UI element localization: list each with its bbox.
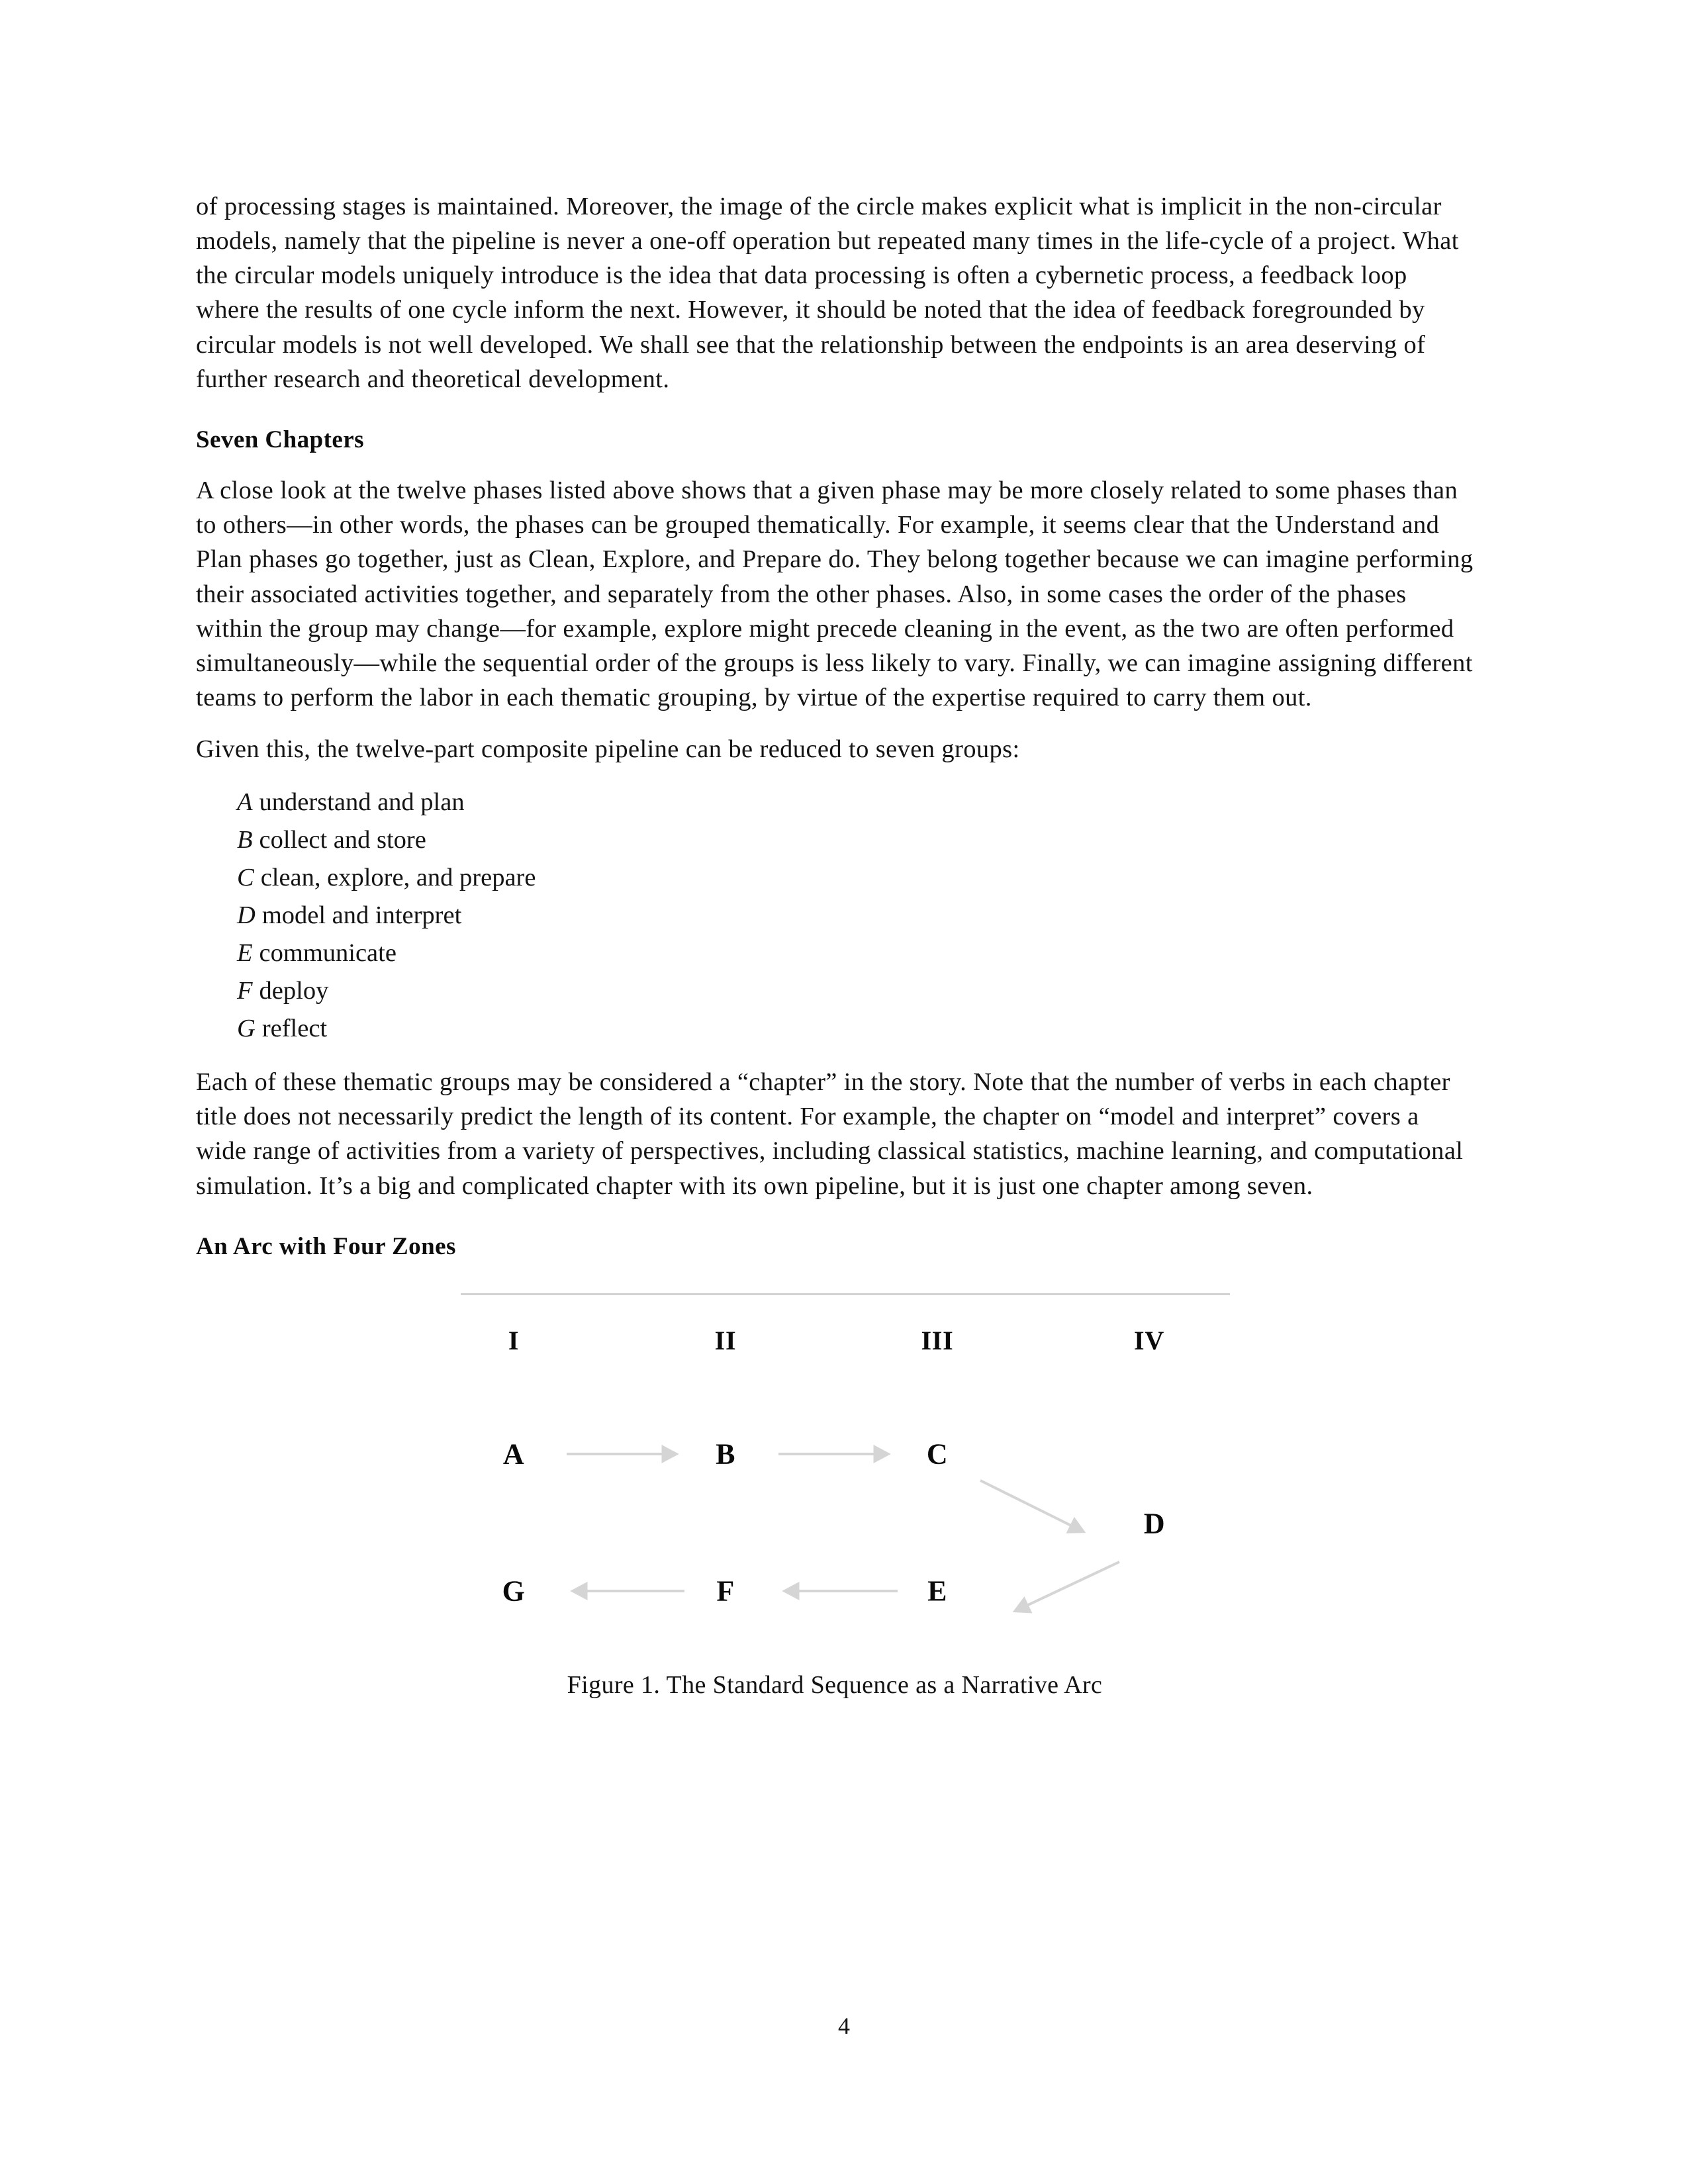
- node-label-c: C: [926, 1437, 949, 1471]
- list-item-letter: B: [237, 826, 253, 854]
- list-item-letter: E: [237, 939, 253, 968]
- list-item-letter: A: [237, 788, 253, 817]
- list-item-letter: G: [237, 1015, 256, 1043]
- paragraph-each-of-these: Each of these thematic groups may be considered a “chapter” in the story. Note that the number of verbs in each chapter title does not necessarily predict the length of its content. For example, the chapter on “model and interpret” covers a wide range of activities from a variety of perspectives, including classical statistics, machine learning, and computational simulation. It’s a big and complicated chapter with its own pipeline, but it is just one chapter among seven.: [196, 1068, 1464, 1200]
- node-label-e: E: [927, 1574, 947, 1608]
- narrative-arc-diagram: [196, 1285, 1474, 1696]
- list-item: [237, 897, 1474, 934]
- arrow-d-to-e: [1015, 1562, 1119, 1611]
- node-label-a: A: [502, 1437, 525, 1471]
- list-item-label: model and interpret: [261, 901, 462, 930]
- node-label-d: D: [1143, 1507, 1166, 1540]
- list-item-label: deploy: [259, 977, 329, 1005]
- list-item-letter: D: [237, 901, 256, 930]
- node-label-b: B: [716, 1437, 735, 1471]
- list-item: [237, 859, 1474, 897]
- list-item: [237, 821, 1474, 859]
- node-label-f: F: [716, 1574, 735, 1608]
- page-content: [196, 189, 1474, 1749]
- zone-label-i: I: [508, 1325, 520, 1355]
- zone-label-iv: IV: [1133, 1325, 1165, 1355]
- heading-an-arc-with-four-zones: An Arc with Four Zones: [196, 1232, 456, 1260]
- list-item: [237, 784, 1474, 821]
- paragraph-given-this: Given this, the twelve-part composite pipeline can be reduced to seven groups:: [196, 735, 1020, 764]
- list-item: [237, 1010, 1474, 1048]
- page-number: 4: [838, 2013, 850, 2039]
- diagram-arrows: [196, 1285, 1474, 1696]
- list-item-label: collect and store: [259, 826, 426, 854]
- list-item: [237, 934, 1474, 972]
- figure-caption: Figure 1. The Standard Sequence as a Narrative Arc: [567, 1670, 1103, 1699]
- node-label-g: G: [502, 1574, 526, 1608]
- list-item-label: understand and plan: [259, 788, 465, 817]
- chapter-group-list: [196, 784, 1474, 1048]
- list-item-label: reflect: [261, 1015, 328, 1043]
- zone-label-iii: III: [921, 1325, 954, 1355]
- zone-label-ii: II: [714, 1325, 737, 1355]
- list-item-label: clean, explore, and prepare: [260, 864, 536, 892]
- paragraph-seven-chapters-body: A close look at the twelve phases listed above shows that a given phase may be more closely related to some phases than to others—in other words, the phases can be grouped thematically. For example, it seems clear that the Understand and Plan phases go together, just as Clean, Explore, and Prepare do. They belong together because we can imagine performing their associated activities together, and separately from the other phases. Also, in some cases the order of the phases within the group may change—for example, explore might precede cleaning in the event, as the two are often performed simultaneously—while the sequential order of the groups is less likely to vary. Finally, we can imagine assigning different teams to perform the labor in each thematic grouping, by virtue of the expertise required to carry them out.: [196, 477, 1474, 711]
- figure-1: [196, 1285, 1474, 1749]
- heading-seven-chapters: Seven Chapters: [196, 426, 364, 453]
- list-item-letter: F: [237, 977, 253, 1005]
- list-item-letter: C: [237, 864, 254, 892]
- paragraph-intro: of processing stages is maintained. Moreover, the image of the circle makes explicit what is implicit in the non-circular models, namely that the pipeline is never a one-off operation but repeated many times in the life-cycle of a project. What the circular models uniquely introduce is the idea that data processing is often a cybernetic process, a feedback loop where the results of one cycle inform the next. However, it should be noted that the idea of feedback foregrounded by circular models is not well developed. We shall see that the relationship between the endpoints is an area deserving of further research and theoretical development.: [196, 193, 1459, 393]
- list-item-label: communicate: [259, 939, 397, 968]
- arrow-c-to-d: [980, 1480, 1083, 1531]
- list-item: [237, 972, 1474, 1010]
